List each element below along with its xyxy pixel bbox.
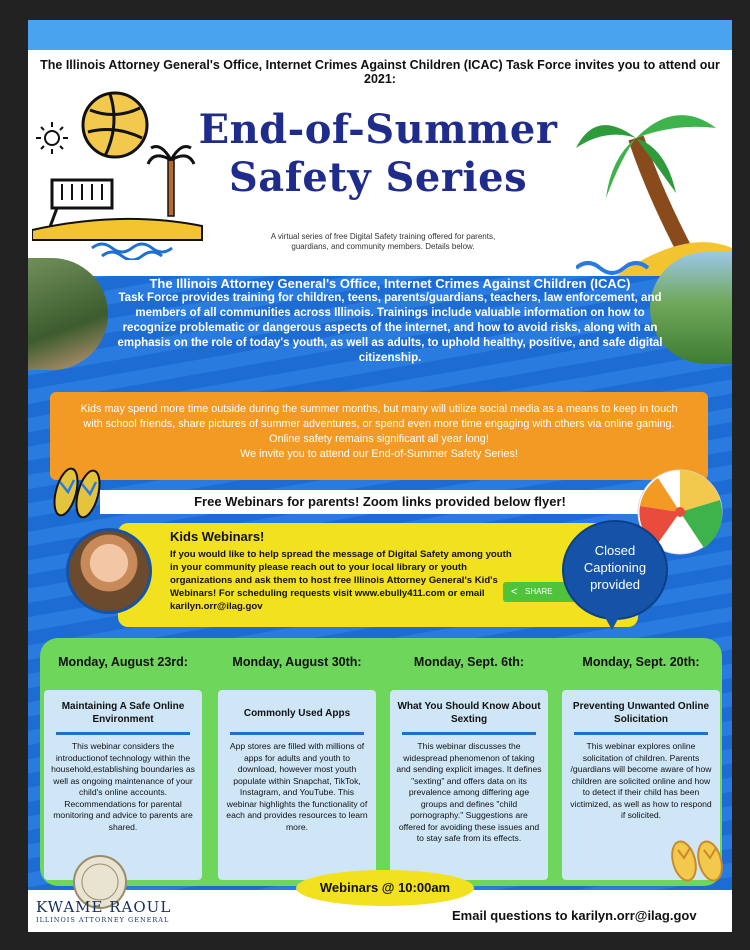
webinar-card <box>44 690 202 880</box>
kids-webinars-body: If you would like to help spread the message of Digital Safety among youth in your community please reach out to your local library or youth organizations and ask them to host free Illinois Attorney General's Kid's Webinars! For scheduling requests visit www.ebully411.com or email karilyn.orr@ilag.gov <box>170 549 512 612</box>
kids-webinars-title: Kids Webinars! <box>170 529 265 544</box>
webinar-card <box>390 690 548 880</box>
share-icon: < <box>511 586 518 598</box>
intro-body: Task Force provides training for children, teens, parents/guardians, teachers, law enforcement, and members of all communities across Illinois. Trainings include valuable information on how to recognize problematic or dangerous aspects of the internet, and how to avoid risks, along with an emphasis on the role of today's youth, as well as adults, to uphold healthy, positive, and safe digital citizenship. <box>117 292 663 364</box>
invite-text: The Illinois Attorney General's Office, Internet Crimes Against Children (ICAC) Task Force invites you to attend our 2021: <box>40 58 720 86</box>
flip-flops-icon <box>50 464 106 520</box>
flip-flops-icon <box>668 836 728 886</box>
palm-tree-icon <box>576 98 732 278</box>
webinar-description: App stores are filled with millions of apps for adults and youth to download, however most youth populate within Snapchat, TikTok, Instagram, and YouTube. This webinar highlights the functionality of each and provides resources to learn more. <box>226 741 368 832</box>
summer-note-invite: We invite you to attend our End-of-Summer Safety Series! <box>240 448 518 460</box>
webinar-title: Commonly Used Apps <box>243 707 351 719</box>
divider <box>230 732 364 735</box>
cc-line-3: provided <box>590 577 640 592</box>
webinar-date: Monday, Sept. 20th: <box>582 655 700 669</box>
intro-text <box>110 276 670 366</box>
volleyball-icon <box>80 90 150 160</box>
webinar-time-badge: Webinars @ 10:00am <box>296 870 474 906</box>
summer-note <box>50 392 708 480</box>
child-photo <box>66 528 152 614</box>
share-label: SHARE <box>525 587 553 596</box>
attorney-general-title: ILLINOIS ATTORNEY GENERAL <box>36 916 170 924</box>
divider <box>402 732 536 735</box>
webinar-title: What You Should Know About Sexting <box>397 701 541 725</box>
intro-lead: The Illinois Attorney General's Office, Internet Crimes Against Children (ICAC) <box>149 276 631 291</box>
title-line-1: End-of-Summer <box>198 106 558 153</box>
kids-webinars-box <box>118 523 638 627</box>
webinar-column <box>44 650 202 876</box>
title-line-2: Safety Series <box>228 154 528 201</box>
cc-line-1: Closed <box>594 543 636 558</box>
divider <box>574 732 708 735</box>
webinar-description: This webinar discusses the widespread phenomenon of taking and sending explicit images. It defines "sexting" and offers data on its prevalence among differing age groups and defines "child pornography." Suggestions are offered for avoiding these issues and to stay safe from its effects. <box>396 741 542 843</box>
closed-captioning-bubble <box>562 520 668 620</box>
webinar-column <box>390 650 548 876</box>
speech-bubble-tail <box>600 608 624 630</box>
webinar-title: Maintaining A Safe Online Environment <box>61 701 185 725</box>
webinar-description: This webinar considers the introductionof technology within the household,establishing boundaries as well as ongoing maintenance of your child's online accounts. Recommendations for parental monitoring and advice to parents are shared. <box>51 741 195 832</box>
top-bar <box>28 20 732 50</box>
webinar-date: Monday, August 23rd: <box>58 655 188 669</box>
flyer <box>28 20 732 932</box>
webinar-title: Preventing Unwanted Online Solicitation <box>572 701 710 725</box>
subtitle: A virtual series of free Digital Safety training offered for parents, guardians, and community members. Details below. <box>270 232 496 251</box>
divider <box>56 732 190 735</box>
webinar-column <box>218 650 376 876</box>
free-webinars-banner: Free Webinars for parents! Zoom links provided below flyer! <box>100 490 660 514</box>
webinar-date: Monday, August 30th: <box>232 655 362 669</box>
cc-line-2: Captioning <box>583 560 647 575</box>
webinar-description: This webinar explores online solicitation of children. Parents /guardians will become aware of how children are solicited online and how to detect if their child has been victimized, as well as how to respond if solicited. <box>570 741 712 820</box>
webinar-card <box>218 690 376 880</box>
summer-note-text: Kids may spend more time outside during the summer months, but many will utilize social media as a means to keep in touch with school friends, share pictures of summer adventures, or spend even more time engaging with others via online gaming. Online safety remains significant all year long! <box>80 403 678 445</box>
contact-email: Email questions to karilyn.orr@ilag.gov <box>452 908 697 923</box>
webinar-date: Monday, Sept. 6th: <box>413 655 525 669</box>
page-title <box>158 106 598 202</box>
attorney-general-name: KWAME RAOUL <box>36 898 172 916</box>
sun-icon <box>34 120 70 156</box>
